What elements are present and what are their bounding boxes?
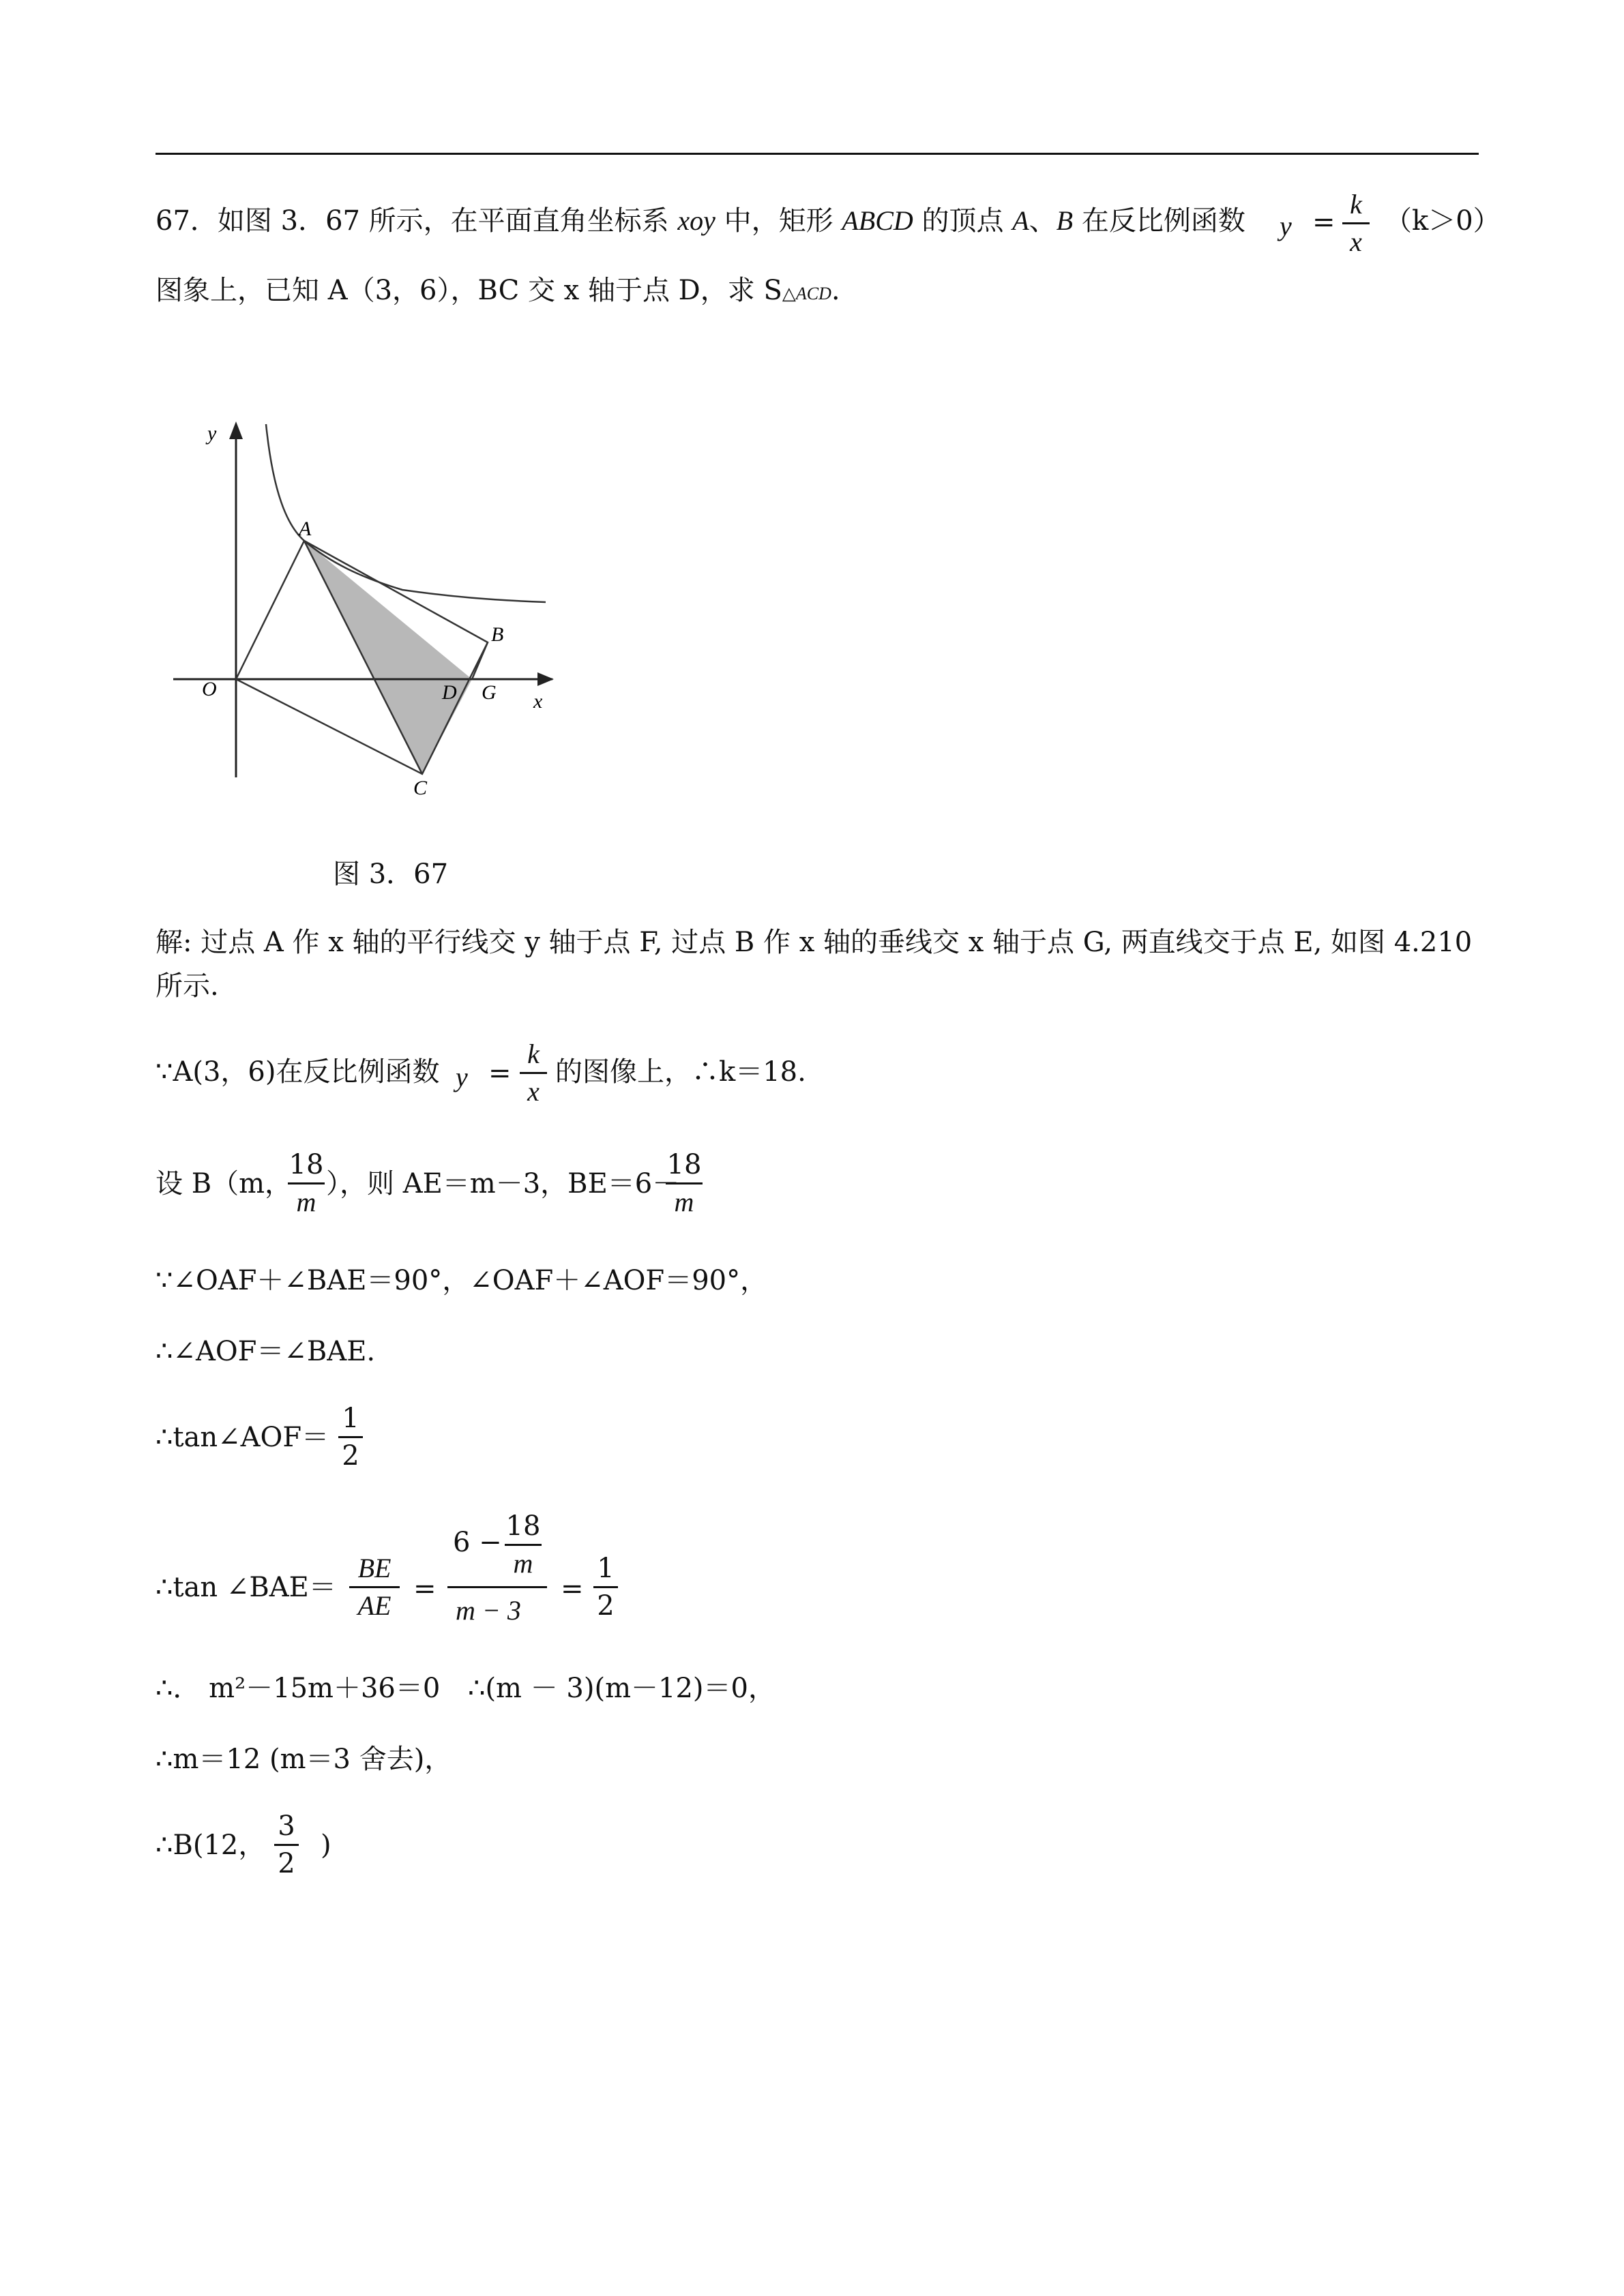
step-1-conclusion: 的图像上，∴k＝18. [555, 1056, 806, 1088]
function-y: y [456, 1062, 468, 1092]
label-a: A [299, 518, 312, 540]
text-segment: 图象上，已知 A（3，6），BC 交 x 轴于点 D，求 S [156, 275, 782, 306]
numerator: k [1350, 189, 1362, 220]
y-axis-arrow [229, 421, 243, 439]
fraction-bar [349, 1586, 400, 1588]
complex-denominator: m − 3 [456, 1595, 521, 1626]
denominator: m [296, 1187, 316, 1217]
x-axis-arrow [537, 672, 554, 686]
k-condition: （k＞0） [1385, 205, 1501, 237]
text-segment: 在反比例函数 [1081, 205, 1245, 237]
step-1-text: ∵A(3，6)在反比例函数 [156, 1056, 440, 1088]
segment-bg [472, 642, 488, 679]
numerator: 1 [342, 1403, 359, 1434]
fraction-18-over-m [666, 1148, 703, 1219]
problem-line-1 [156, 203, 1245, 239]
numerator: k [527, 1039, 540, 1069]
label-y: y [207, 422, 217, 445]
step-8: ∴m＝12 (m＝3 舍去)， [156, 1744, 452, 1775]
header-rule [156, 153, 1479, 155]
denominator: AE [357, 1590, 392, 1621]
label-b: B [491, 623, 504, 646]
denominator: x [1350, 226, 1362, 257]
numerator: 18 [289, 1149, 324, 1180]
complex-fraction-bar [447, 1586, 547, 1588]
fraction-k-over-x [520, 1038, 547, 1108]
equals-sign: = [561, 1573, 584, 1605]
equals-sign: = [413, 1573, 437, 1605]
point-label: A [1012, 205, 1029, 236]
fraction-1-over-2 [338, 1402, 363, 1472]
fraction-be-over-ae [349, 1552, 400, 1622]
text-segment: . [831, 275, 840, 306]
step-9-text: ∴B(12， [156, 1830, 266, 1861]
step-5-text: ∴tan∠AOF＝ [156, 1422, 329, 1453]
denominator: 2 [597, 1590, 615, 1622]
hyperbola-curve [266, 424, 546, 602]
coord-system-name: xoy [677, 205, 715, 236]
fraction-bar [520, 1072, 547, 1074]
step-7-equation: ∴． m²－15m＋36＝0 [156, 1673, 441, 1704]
label-d: D [442, 681, 457, 704]
fraction-18-over-m [288, 1148, 325, 1219]
numerator: 1 [597, 1553, 615, 1584]
text-segment: 中，矩形 [724, 205, 833, 237]
label-x: x [533, 690, 543, 713]
function-y: y [1280, 211, 1292, 241]
text-segment: 如图 3．67 所示，在平面直角坐标系 [217, 205, 669, 237]
denominator: m [674, 1187, 694, 1217]
step-3: ∵∠OAF＋∠BAE＝90°，∠OAF＋∠AOF＝90°， [156, 1265, 768, 1296]
denominator: 2 [278, 1848, 295, 1879]
equals-sign: = [488, 1058, 512, 1089]
numerator: 18 [505, 1510, 541, 1542]
step-4: ∴∠AOF＝∠BAE. [156, 1336, 376, 1367]
fraction-bar [274, 1844, 299, 1846]
fraction-1-over-2 [593, 1552, 618, 1622]
equals-sign: = [1312, 207, 1335, 238]
problem-line-2 [156, 273, 840, 312]
denominator: m [513, 1548, 533, 1579]
rectangle-name: ABCD [842, 205, 913, 236]
shaded-triangle-acd [304, 541, 472, 774]
denominator: 2 [342, 1440, 359, 1472]
denominator: x [527, 1076, 540, 1107]
numerator: BE [357, 1553, 392, 1583]
text-segment: 、 [1029, 205, 1057, 237]
fraction-bar [666, 1182, 703, 1184]
point-label: B [1056, 205, 1074, 236]
fraction-k-over-x [1342, 188, 1370, 258]
label-c: C [413, 777, 428, 799]
solution-intro-line-1: 解: 过点 A 作 x 轴的平行线交 y 轴于点 F, 过点 B 作 x 轴的垂线交 x 轴于点 G, 两直线交于点 E, 如图 4.210 [156, 927, 1473, 958]
fraction-bar [338, 1436, 363, 1438]
fraction-bar [288, 1182, 325, 1184]
fraction-bar [505, 1544, 542, 1546]
fraction-3-over-2 [274, 1810, 299, 1880]
numerator: 18 [666, 1149, 702, 1180]
problem-number: 67． [156, 205, 218, 237]
step-7-factored: ∴(m － 3)(m－12)＝0， [468, 1673, 776, 1704]
label-o: O [202, 678, 217, 700]
numerator: 3 [278, 1810, 295, 1842]
text-segment: 的顶点 [921, 205, 1004, 237]
label-g: G [482, 681, 497, 704]
fraction-bar [1342, 222, 1370, 224]
solution-intro-line-2: 所示. [156, 970, 219, 1002]
area-subscript: △ACD [782, 284, 831, 303]
fraction-bar [593, 1586, 618, 1588]
complex-numerator-text: 6 − [453, 1527, 502, 1558]
step-6-text: ∴tan ∠BAE＝ [156, 1572, 336, 1603]
figure-3-67 [164, 409, 573, 805]
figure-caption: 图 3．67 [333, 859, 449, 890]
step-2-text: ），则 AE＝m－3，BE＝6－ [326, 1168, 680, 1199]
step-2-text: 设 B（m， [156, 1168, 293, 1199]
step-9-close: ) [321, 1830, 331, 1861]
fraction-18-over-m [505, 1510, 542, 1580]
